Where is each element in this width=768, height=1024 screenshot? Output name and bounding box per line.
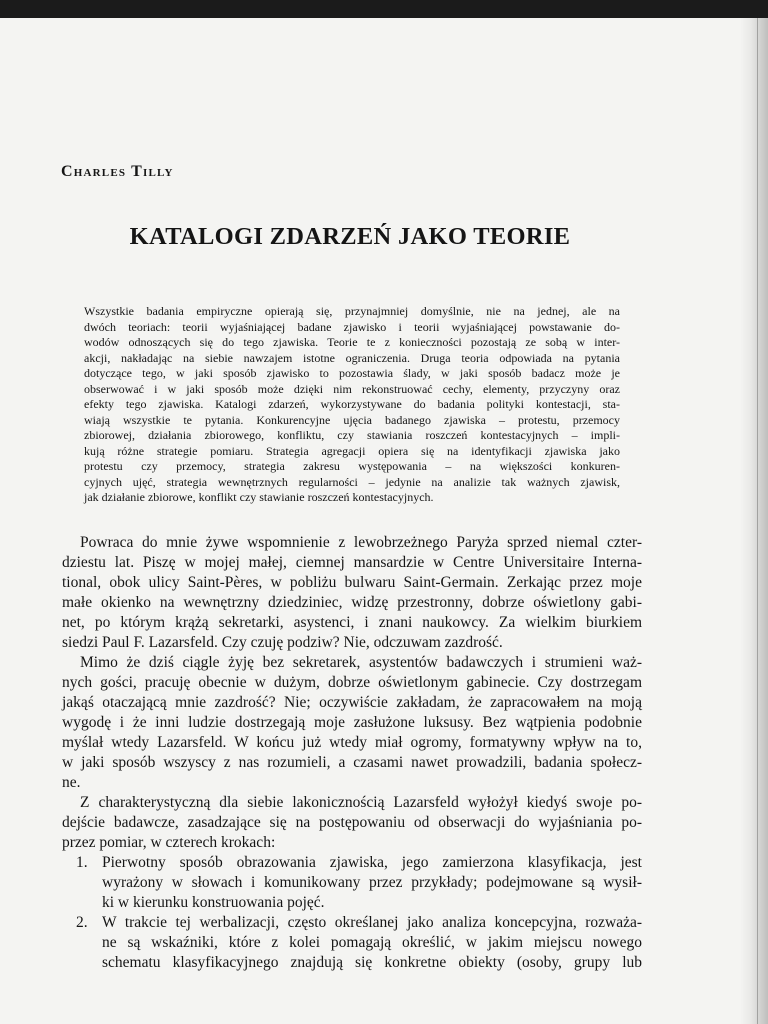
- abstract-line: kują różne strategie pomiaru. Strategia agregacji opiera się na identyfikacji zjawiska jako: [84, 443, 620, 458]
- body-line: Powraca do mnie żywe wspomnienie z lewobrzeżnego Paryża sprzed niemal czter-: [80, 534, 642, 551]
- body-line: myślał wtedy Lazarsfeld. W końcu już wtedy miał ogromy, formatywny wpływ na to,: [62, 734, 642, 751]
- list-item-line: wyrażony w słowach i komunikowany przez przykłady; podejmowane są wysił-: [102, 874, 642, 891]
- body-line: ne.: [62, 774, 81, 791]
- list-item: [62, 913, 642, 973]
- list-item-line: ki w kierunku konstruowania pojęć.: [102, 894, 325, 911]
- body-line: tional, obok ulicy Saint-Pères, w pobliżu bulwaru Saint-Germain. Zerkając przez moje: [62, 574, 642, 591]
- abstract-line: dotyczące tego, w jaki sposób zjawisko to pozostawia ślady, w jaki sposób badacz może je: [84, 366, 620, 380]
- article-title: KATALOGI ZDARZEŃ JAKO TEORIE: [129, 223, 571, 250]
- list-item-line: schematu klasyfikacyjnego znajdują się konkretne obiekty (osoby, grupy lub: [102, 954, 642, 971]
- body-line: w jaki sposób wszyscy z nas rozumieli, a czasami nawet prowadzili, badania społecz-: [62, 754, 642, 771]
- abstract-line: efekty tego zjawiska. Katalogi zdarzeń, wykorzystywane do badania polityki kontestacji, sta-: [84, 397, 620, 411]
- author-name: Charles Tilly: [61, 163, 174, 180]
- body-line: jakąś otaczającą mnie zazdrość? Nie; oczywiście zakładam, że zapracowałem na moją: [62, 694, 642, 711]
- list-item-line: ne są wskaźniki, które z kolei pomagają określić, w jakim miejscu nowego: [102, 934, 642, 951]
- abstract-line: obserwować i w jaki sposób może dzięki nim rekonstruować cechy, elementy, przyczyny oraz: [84, 381, 620, 396]
- abstract-line: cyjnych ujęć, strategia wewnętrznych regularności – jedynie na analizie tak ważnych zjawisk,: [84, 474, 620, 489]
- abstract-line: akcji, nakładając na siebie nawzajem istotne ograniczenia. Druga teoria odpowiada na pytania: [84, 350, 620, 365]
- abstract-line: wiają wszystkie te pytania. Konkurencyjne ujęcia badanego zjawiska – protestu, przemocy: [84, 412, 620, 427]
- body-line: Mimo że dziś ciągle żyję bez sekretarek, asystentów badawczych i strumieni waż-: [80, 654, 642, 671]
- list-item-number: 1.: [76, 854, 88, 871]
- abstract-line: zbiorowej, działania zbiorowego, konfliktu, czy stawiania roszczeń kontestacyjnych – impli-: [84, 428, 620, 442]
- abstract-line: protestu czy przemocy, strategia zakresu występowania – na większości konkuren-: [84, 459, 620, 473]
- body-text: [62, 533, 642, 973]
- list-item-line: Pierwotny sposób obrazowania zjawiska, jego zamierzona klasyfikacja, jest: [102, 854, 642, 871]
- abstract: [84, 304, 620, 506]
- body-line: net, po którym krążą sekretarki, asystenci, i znani naukowcy. Za wielkim biurkiem: [62, 614, 642, 631]
- body-line: nych gości, pracuję obecnie w dużym, dobrze oświetlonym gabinecie. Czy dostrzegam: [62, 674, 642, 691]
- body-line: siedzi Paul F. Lazarsfeld. Czy czuję podziw? Nie, odczuwam zazdrość.: [62, 634, 503, 651]
- abstract-line: wodów odnoszących się do tego zjawiska. Teorie te z konieczności pozostają ze sobą w inter-: [84, 335, 620, 349]
- abstract-line: jak działanie zbiorowe, konflikt czy stawianie roszczeń kontestacyjnych.: [84, 490, 434, 504]
- body-line: małe okienko na wewnętrzny dziedziniec, widzę przestronny, dobrze oświetlony gabi-: [62, 594, 642, 611]
- body-line: przez pomiar, w czterech krokach:: [62, 834, 276, 851]
- list-item-line: W trakcie tej werbalizacji, często określanej jako analiza koncepcyjna, rozważa-: [102, 914, 642, 931]
- list-item-number: 2.: [76, 914, 88, 931]
- list-item: [62, 853, 642, 913]
- body-line: Z charakterystyczną dla siebie lakonicznością Lazarsfeld wyłożył kiedyś swoje po-: [80, 794, 642, 811]
- body-line: dejście badawcze, zasadzające się na postępowaniu od obserwacji do wyjaśniania po-: [62, 814, 642, 831]
- body-line: dziestu lat. Piszę w mojej małej, ciemnej mansardzie w Centre Universitaire Interna-: [62, 554, 642, 571]
- abstract-line: Wszystkie badania empiryczne opierają się, przynajmniej domyślnie, nie na jednej, ale na: [84, 304, 620, 318]
- abstract-line: dwóch teoriach: teorii wyjaśniającej badane zjawisko i teorii wyjaśniającej powstawanie do-: [84, 319, 620, 334]
- body-line: wygodę i że inni ludzie dostrzegają moje zasłużone luksusy. Bez wątpienia podobnie: [62, 714, 642, 731]
